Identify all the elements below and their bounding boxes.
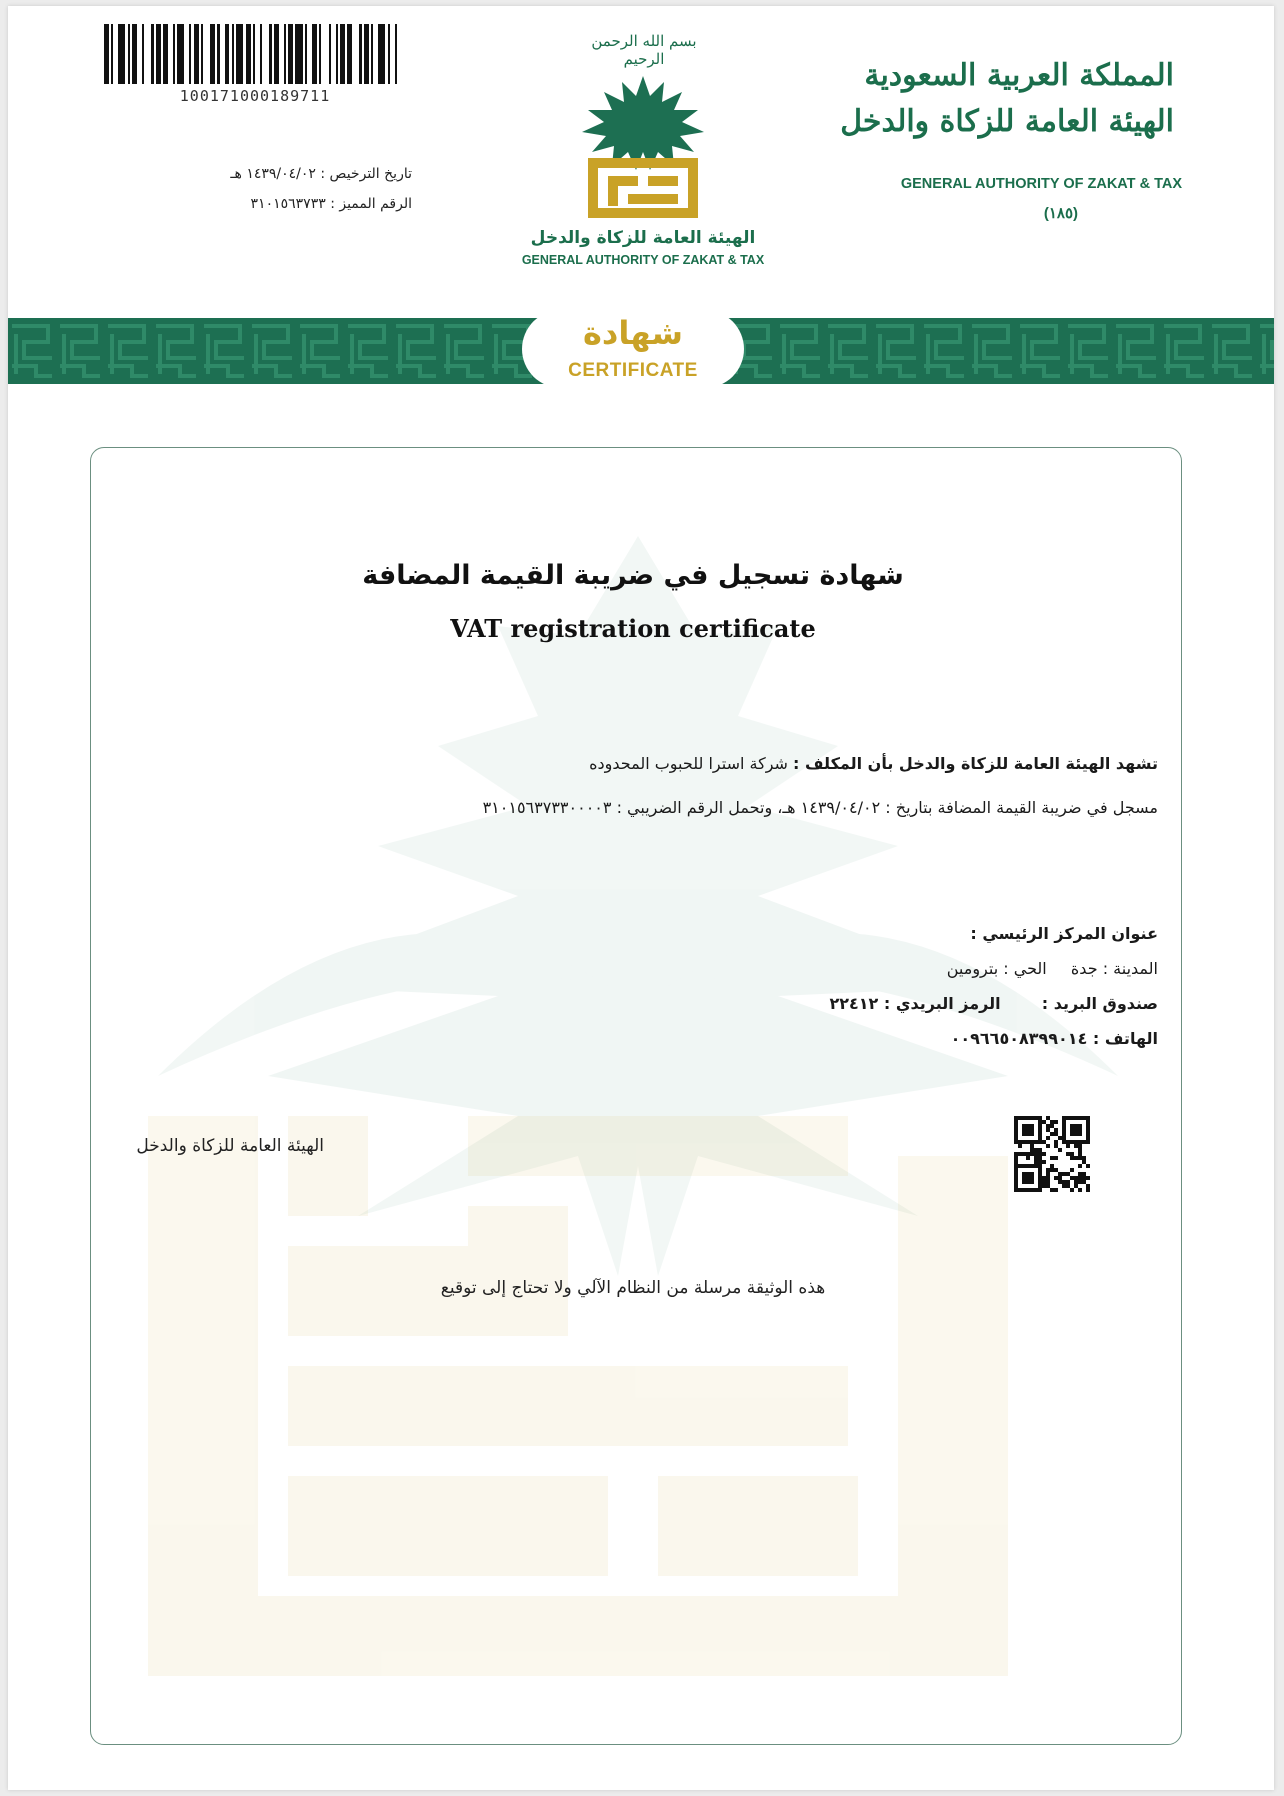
form-number: (١٨٥): [1043, 205, 1078, 222]
barcode-number: 100171000189711: [150, 86, 360, 106]
district-value: بترومين: [946, 959, 999, 978]
system-note: هذه الوثيقة مرسلة من النظام الآلي ولا تحتاج إلى توقيع: [440, 1278, 826, 1298]
issuer-name: الهيئة العامة للزكاة والدخل: [136, 1136, 324, 1156]
license-id-value: ٣١٠١٥٦٣٧٣٣: [250, 196, 326, 212]
banner-label-ar: شهادة: [583, 314, 683, 352]
address-phone: [951, 1029, 1158, 1048]
phone-value: ٠٠٩٦٦٥٠٨٣٩٩٠١٤: [950, 1029, 1088, 1048]
certificate-page: [8, 6, 1274, 1790]
basmala: بسم الله الرحمن الرحيم: [591, 32, 697, 68]
city-value: جدة: [1070, 959, 1098, 978]
address-city-district: [947, 959, 1158, 978]
address-postal: [829, 994, 1158, 1013]
logo-name-en: GENERAL AUTHORITY OF ZAKAT & TAX: [521, 253, 765, 267]
barcode: [104, 24, 400, 84]
phone-label: الهاتف :: [1092, 1029, 1158, 1048]
certificate-title-en: VAT registration certificate: [450, 614, 816, 643]
postal-value: ٢٢٤١٢: [829, 994, 879, 1013]
license-id-label: الرقم المميز :: [330, 196, 412, 212]
address-heading: عنوان المركز الرئيسي :: [970, 924, 1158, 943]
kingdom-name-ar: المملكة العربية السعودية: [864, 58, 1174, 93]
qr-code-icon: [1014, 1116, 1090, 1192]
attest-label: تشهد الهيئة العامة للزكاة والدخل بأن المكلف :: [793, 754, 1158, 773]
postal-label: الرمز البريدي :: [883, 994, 1001, 1013]
license-id: [251, 196, 412, 212]
license-date: [230, 166, 412, 182]
license-date-value: ١٤٣٩/٠٤/٠٢ هـ: [230, 166, 316, 182]
banner-label-en: CERTIFICATE: [568, 360, 698, 381]
city-label: المدينة :: [1102, 959, 1158, 978]
attest-line: [589, 754, 1158, 773]
company-name: شركة استرا للحبوب المحدوده: [589, 754, 788, 773]
logo-name-ar: الهيئة العامة للزكاة والدخل: [530, 228, 756, 248]
authority-name-ar: الهيئة العامة للزكاة والدخل: [840, 104, 1174, 139]
license-date-label: تاريخ الترخيص :: [320, 166, 412, 182]
zakat-logo-icon: [578, 70, 708, 220]
registration-line: مسجل في ضريبة القيمة المضافة بتاريخ : ١٤٣٩/٠٤/٠٢ هـ، وتحمل الرقم الضريبي : ٣١٠١٥٦٣٧٣٣٠٠٠٠٣: [482, 798, 1158, 817]
district-label: الحي :: [1003, 959, 1047, 978]
authority-name-en: GENERAL AUTHORITY OF ZAKAT & TAX: [900, 176, 1182, 192]
pobox-label: صندوق البريد :: [1041, 994, 1158, 1013]
certificate-title-ar: شهادة تسجيل في ضريبة القيمة المضافة: [362, 560, 904, 591]
